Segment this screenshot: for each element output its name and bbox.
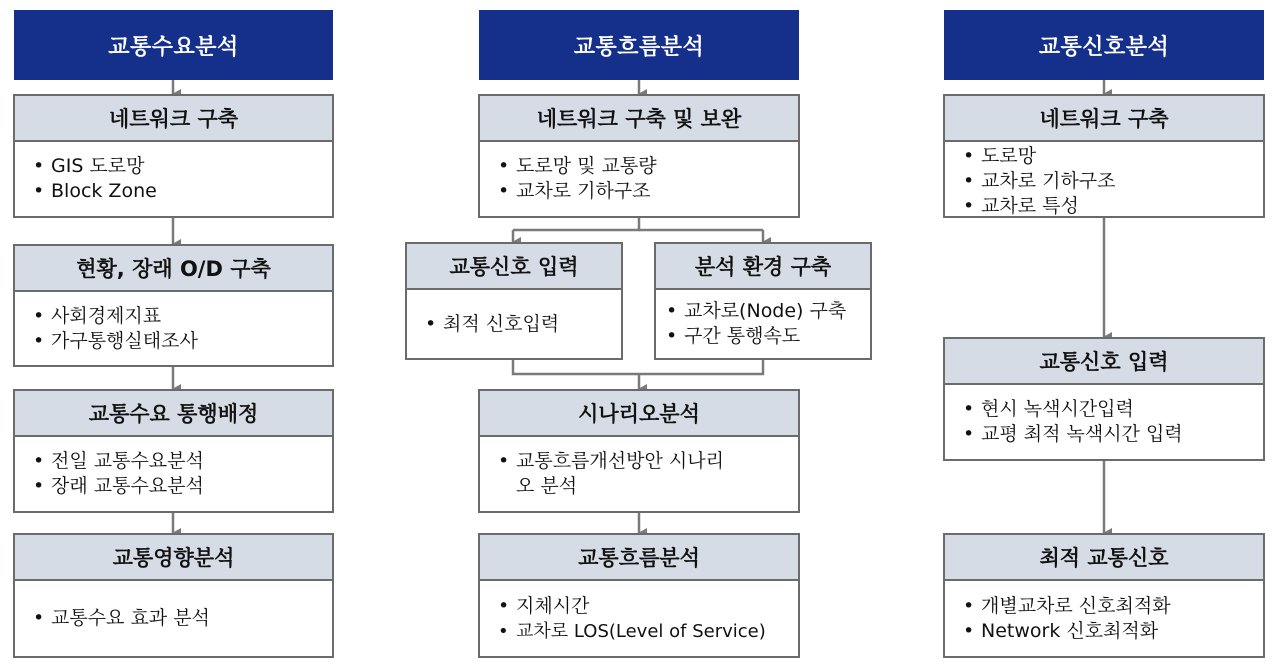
list-item: • 개별교차로 신호최적화 (955, 594, 1253, 619)
box-impact-analysis (13, 533, 334, 658)
box-flow-analysis (478, 533, 800, 658)
list-item: • 교평 최적 녹색시간 입력 (955, 422, 1253, 447)
box-title: 교통흐름분석 (480, 535, 798, 581)
box-network-build-signal (943, 94, 1265, 218)
box-od-build (13, 244, 334, 367)
header-signal-analysis: 교통신호분석 (944, 10, 1264, 80)
box-title: 네트워크 구축 (945, 96, 1263, 142)
list-item: • 교통수요 효과 분석 (25, 606, 322, 631)
box-title: 분석 환경 구축 (656, 244, 870, 290)
box-optimal-signal (943, 533, 1265, 658)
box-scenario-analysis (478, 389, 800, 513)
header-flow-analysis: 교통흐름분석 (479, 10, 799, 80)
header-demand-analysis: 교통수요분석 (14, 10, 333, 80)
list-item: • GIS 도로망 (25, 154, 322, 179)
list-item: • Network 신호최적화 (955, 619, 1253, 644)
box-title: 최적 교통신호 (945, 535, 1263, 581)
list-item: • 최적 신호입력 (417, 312, 611, 337)
list-item: • 지체시간 (490, 594, 788, 619)
list-item: • 장래 교통수요분석 (25, 474, 322, 499)
list-item: • 가구통행실태조사 (25, 329, 322, 354)
list-item: • 구간 통행속도 (658, 324, 868, 349)
list-item: • 교차로 기하구조 (955, 169, 1253, 194)
box-title: 네트워크 구축 및 보완 (480, 96, 798, 142)
box-title: 교통신호 입력 (407, 244, 621, 290)
box-title: 현황, 장래 O/D 구축 (15, 246, 332, 292)
list-item: • Block Zone (25, 179, 322, 204)
box-signal-input-signal (943, 337, 1265, 461)
box-title: 시나리오분석 (480, 391, 798, 437)
box-trip-assignment (13, 389, 334, 513)
box-title: 교통영향분석 (15, 535, 332, 581)
list-item: • 사회경제지표 (25, 304, 322, 329)
box-title: 교통신호 입력 (945, 339, 1263, 385)
list-item: • 교통흐름개선방안 시나리오 분석 (490, 449, 788, 499)
box-network-build-supplement (478, 94, 800, 218)
box-title: 교통수요 통행배정 (15, 391, 332, 437)
list-item: • 전일 교통수요분석 (25, 449, 322, 474)
list-item: • 도로망 및 교통량 (490, 154, 788, 179)
list-item: • 교차로(Node) 구축 (658, 299, 868, 324)
list-item: • 교차로 LOS(Level of Service) (490, 619, 788, 644)
box-network-build (13, 94, 334, 218)
box-signal-input (405, 242, 623, 360)
box-analysis-env (654, 242, 872, 360)
list-item: • 교차로 기하구조 (490, 179, 788, 204)
merge-connector (513, 360, 763, 374)
list-item: • 교차로 특성 (955, 194, 1253, 219)
list-item: • 도로망 (955, 144, 1253, 169)
split-connector (513, 218, 639, 230)
list-item: • 현시 녹색시간입력 (955, 397, 1253, 422)
box-title: 네트워크 구축 (15, 96, 332, 142)
